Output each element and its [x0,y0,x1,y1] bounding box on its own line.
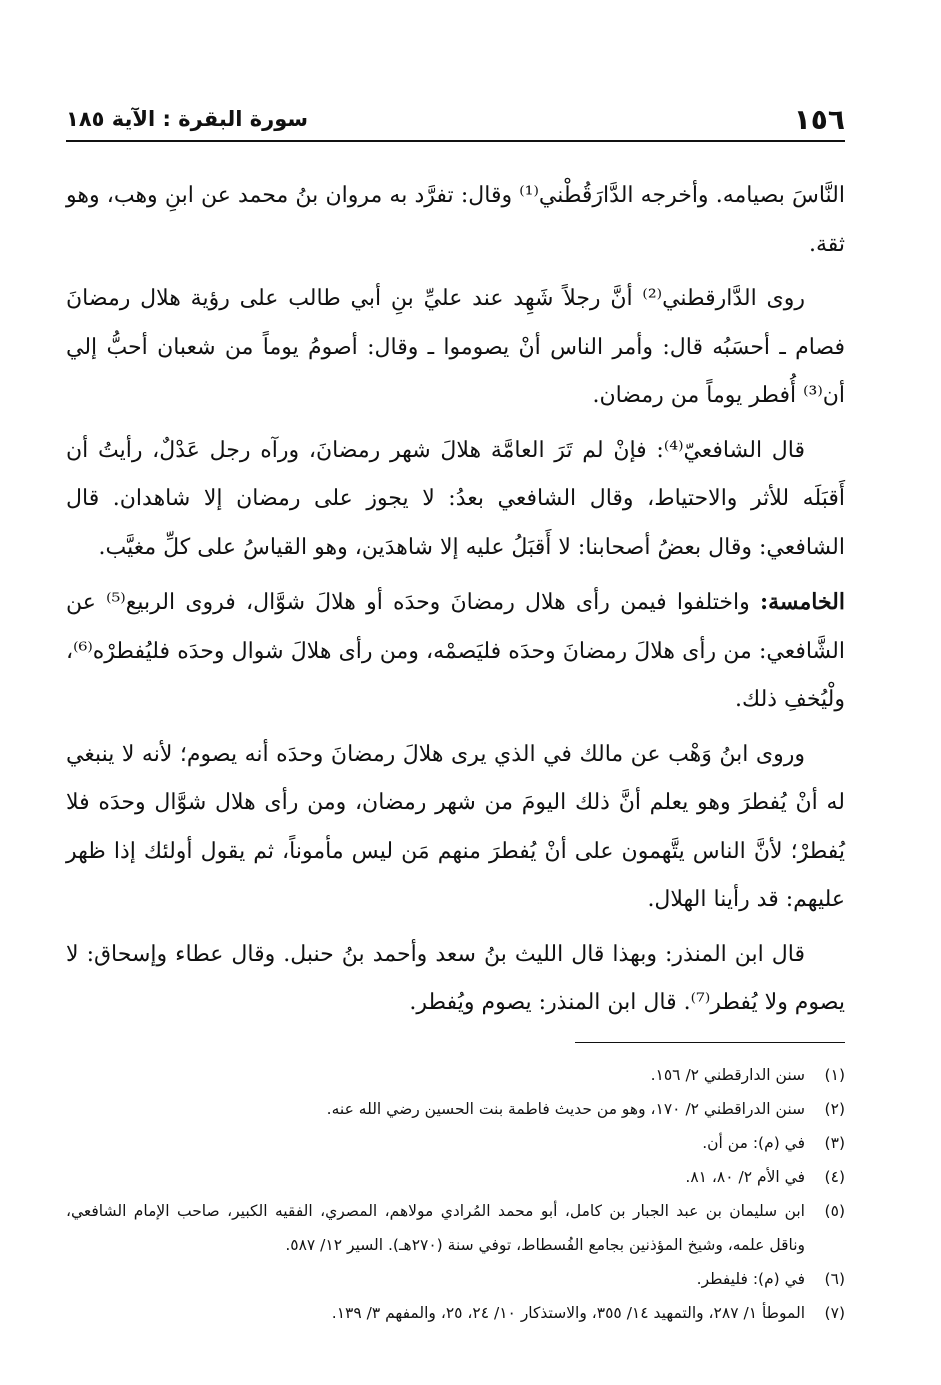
paragraph [66,731,845,925]
footnote-number: (٧) [824,1304,845,1322]
paragraph-text: قال ابن المنذر: وبهذا قال الليث بنُ سعد وأحمد بنُ حنبل. وقال عطاء وإسحاق: لا يصوم ولا يُفطر⁽⁷⁾. قال ابن المنذر: يصوم ويُفطر. [66,941,845,1015]
footnote-text: سنن الدارقطني ٢/ ١٥٦. [650,1066,805,1084]
footnote-text: في (م): من أن. [702,1134,805,1152]
footnote-number: (٥) [824,1202,845,1220]
footnote [66,1160,845,1194]
footnote-text: ابن سليمان بن عبد الجبار بن كامل، أبو محمد المُرادي مولاهم، المصري، الفقيه الكبير، صاحب الإمام الشافعي، وناقل علمه، وشيخ المؤذنين بجامع الفُسطاط، توفي سنة (٢٧٠هـ). السير ١٢/ ٥٨٧. [66,1202,805,1254]
page-number: ١٥٦ [793,102,845,136]
footnote-number: (١) [824,1066,845,1084]
footnote-text: سنن الدراقطني ٢/ ١٧٠، وهو من حديث فاطمة بنت الحسين رضي الله عنه. [326,1100,805,1118]
paragraph-text: روى الدَّارقطني⁽²⁾ أنَّ رجلاً شَهِد عند عليِّ بنِ أبي طالب على رؤية هلال رمضانَ فصام ـ أحسَبُه قال: وأمر الناس أنْ يصوموا ـ وقال: أصومُ يوماً من شعبان أحبُّ إلي أن⁽³⁾ أُفطر يوماً من رمضان. [66,286,845,408]
footnote [66,1296,845,1330]
paragraph [66,931,845,1028]
paragraph [66,578,845,725]
paragraph-text: قال الشافعيّ⁽⁴⁾: فإنْ لم تَرَ العامَّة هلالَ شهر رمضانَ، ورآه رجل عَدْلٌ، رأيتُ أن أَقبَلَه للأثر والاحتياط، وقال الشافعي بعدُ: لا يجوز على رمضان إلا شاهدان. قال الشافعي: وقال بعضُ أصحابنا: لا أَقبَلُ عليه إلا شاهدَين، وهو القياسُ على كلِّ مغيَّب. [66,437,845,560]
page-header [66,98,845,142]
paragraph [66,275,845,421]
footnote-number: (٦) [824,1270,845,1288]
footnote [66,1194,845,1262]
footnote-text: في الأم ٢/ ٨٠، ٨١. [685,1168,805,1186]
footnote-number: (٢) [824,1100,845,1118]
footnote-number: (٤) [824,1168,845,1186]
footnote-text: في (م): فليفطر. [696,1270,805,1288]
footnote [66,1058,845,1092]
footnotes [66,1058,845,1330]
footnote [66,1262,845,1296]
footnote-text: الموطأ ١/ ٢٨٧، والتمهيد ١٤/ ٣٥٥، والاستذكار ١٠/ ٢٤، ٢٥، والمفهم ٣/ ١٣٩. [331,1304,805,1322]
footnote-separator [575,1042,845,1043]
paragraph-text: وروى ابنُ وَهْب عن مالك في الذي يرى هلالَ رمضانَ وحدَه أنه يصوم؛ لأنه لا ينبغي له أنْ يُفطرَ وهو يعلم أنَّ ذلك اليومَ من شهر رمضان، ومن رأى هلال شوَّال وحدَه فلا يُفطرْ؛ لأنَّ الناس يتَّهمون على أنْ يُفطرَ منهم مَن ليس مأموناً، ثم يقول أولئك إذا ظهر عليهم: قد رأينا الهلال. [66,741,846,912]
paragraph [66,172,845,269]
surah-title: سورة البقرة : الآية ١٨٥ [66,107,309,131]
paragraph-text: واختلفوا فيمن رأى هلال رمضانَ وحدَه أو هلالَ شوَّال، فروى الربيع⁽⁵⁾ عن الشَّافعي: من رأى هلالَ رمضانَ وحدَه فليَصمْه، ومن رأى هلالَ شوال وحدَه فليُفطرْه⁽⁶⁾، ولْيُخفِ ذلك. [66,590,845,712]
section-heading: الخامسة: [759,589,845,615]
main-text [66,172,845,1034]
footnote-number: (٣) [824,1134,845,1152]
paragraph-text: النَّاسَ بصيامه. وأخرجه الدَّارَقُطْني⁽¹⁾ وقال: تفرَّد به مروان بنُ محمد عن ابنِ وهب، وهو ثقة. [66,183,845,257]
footnote [66,1126,845,1160]
footnote [66,1092,845,1126]
paragraph [66,427,845,573]
